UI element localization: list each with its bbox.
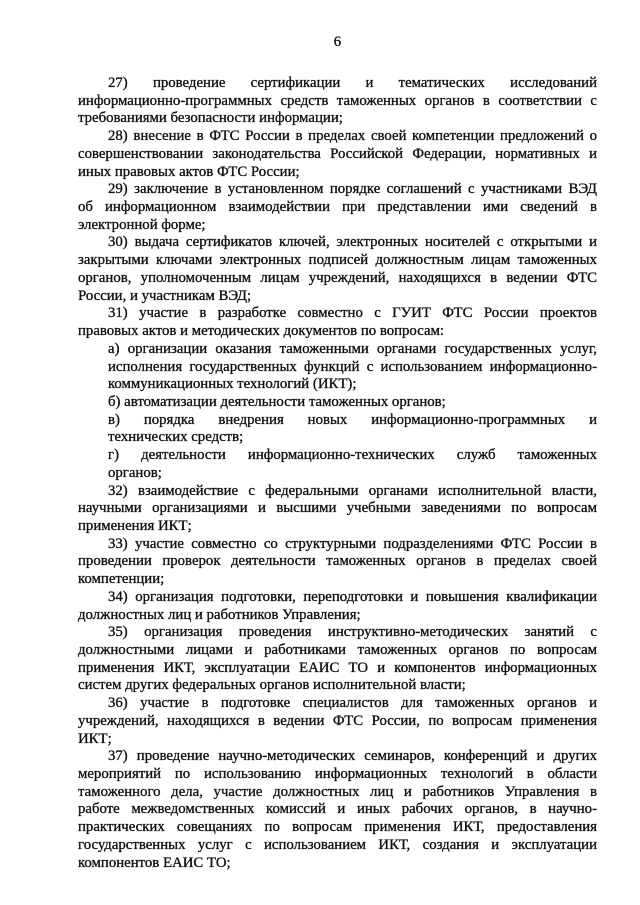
line-text: применения ИКТ, эксплуатации ЕАИС ТО и компонентов информационных	[78, 659, 597, 676]
line-text: систем других федеральных органов исполнительной власти;	[78, 677, 466, 694]
line-text: деятельности информационно-технических служб таможенных	[141, 447, 597, 464]
item-number: 32)	[108, 482, 128, 499]
line-text: таможенного дела, участие должностных лиц и работников Управления в	[78, 783, 597, 800]
subitem-letter: б)	[108, 393, 121, 410]
text-line	[78, 483, 597, 501]
line-text: заключение в установленном порядке соглашений с участниками ВЭД	[134, 181, 598, 198]
line-text: проведение сертификации и тематических исследований	[152, 75, 597, 91]
line-text: организация подготовки, переподготовки и повышения квалификации	[135, 588, 597, 605]
text-line	[108, 341, 597, 359]
sub-list-item	[108, 412, 597, 447]
line-text: взаимодействие с федеральными органами исполнительной власти,	[137, 482, 597, 499]
text-line	[78, 607, 597, 625]
item-number: 28)	[108, 128, 128, 145]
item-number: 29)	[108, 181, 128, 198]
line-text: требованиями безопасности информации;	[78, 110, 343, 127]
text-line	[78, 288, 597, 306]
line-text: практических совещаниях по вопросам применения ИКТ, предоставления	[78, 819, 597, 836]
line-text: об информационном взаимодействии при представлении ими сведений в	[78, 199, 597, 216]
text-line	[78, 660, 597, 678]
line-text: совершенствовании законодательства Российской Федерации, нормативных и	[78, 145, 597, 162]
line-text: порядка внедрения новых информационно-программных и	[143, 411, 598, 428]
text-line	[78, 252, 597, 270]
line-text: проведение научно-методических семинаров, конференций и других	[136, 748, 597, 765]
item-number: 34)	[108, 588, 128, 605]
text-line	[108, 447, 597, 465]
line-text: организации оказания таможенными органами государственных услуг,	[127, 340, 598, 357]
sub-list-item	[108, 447, 597, 482]
text-line	[78, 164, 597, 182]
text-line	[78, 677, 597, 695]
text-line	[78, 571, 597, 589]
line-text: иных правовых актов ФТС России;	[78, 163, 300, 180]
line-text: государственных услуг с использованием ИКТ, создания и эксплуатации	[78, 836, 597, 853]
text-line	[78, 624, 597, 642]
line-text: должностных лиц и работников Управления;	[78, 606, 361, 623]
line-text: исполнения государственных функций с использованием информационно-	[108, 358, 597, 375]
text-line	[108, 359, 597, 377]
item-number: 35)	[108, 624, 128, 641]
text-line	[78, 146, 597, 164]
line-text: внесение в ФТС России в пределах своей компетенции предложений о	[133, 128, 598, 145]
item-number: 30)	[108, 234, 128, 251]
text-line	[78, 536, 597, 554]
list-item	[78, 234, 597, 305]
subitem-letter: г)	[108, 447, 119, 464]
text-line	[78, 199, 597, 217]
text-line	[78, 553, 597, 571]
text-line	[78, 837, 597, 855]
text-line	[78, 748, 597, 766]
text-line	[78, 731, 597, 749]
text-line	[78, 305, 597, 323]
text-line	[78, 93, 597, 111]
text-line	[78, 75, 597, 93]
line-text: применения ИКТ;	[78, 517, 192, 534]
line-text: научными организациями и высшими учебными заведениями по вопросам	[78, 500, 597, 517]
text-line	[78, 801, 597, 819]
line-text: участие совместно со структурными подразделениями ФТС России в	[135, 535, 597, 552]
line-text: мероприятий по использованию информационных технологий в области	[78, 766, 597, 783]
list-item	[78, 589, 597, 624]
line-text: участие в подготовке специалистов для таможенных органов и	[140, 695, 597, 712]
text-line	[78, 500, 597, 518]
line-text: учреждений, находящихся в ведении ФТС России, по вопросам применения	[78, 712, 597, 729]
page-number: 6	[333, 34, 342, 50]
line-text: выдача сертификатов ключей, электронных носителей с открытыми и	[134, 234, 597, 251]
text-line	[108, 394, 597, 412]
line-text: ИКТ;	[78, 730, 112, 747]
text-line	[78, 784, 597, 802]
line-text: проведении проверок деятельности таможенных органов в пределах своей	[78, 553, 597, 570]
text-line	[78, 855, 597, 873]
item-number: 37)	[108, 748, 128, 765]
text-line	[78, 234, 597, 252]
line-text: организация проведения инструктивно-методических занятий с	[144, 624, 597, 641]
list-item	[78, 128, 597, 181]
line-text: должностными лицами и работниками таможенных органов по вопросам	[78, 642, 597, 658]
text-line	[108, 429, 597, 447]
line-text: России, и участникам ВЭД;	[78, 287, 252, 304]
list-item	[78, 695, 597, 748]
line-text: правовых актов и методических документов по вопросам:	[78, 323, 444, 340]
list-item	[78, 75, 597, 128]
text-line	[78, 766, 597, 784]
text-line	[108, 412, 597, 430]
list-item	[78, 181, 597, 234]
list-item	[78, 536, 597, 589]
text-line	[78, 323, 597, 341]
line-text: электронной форме;	[78, 216, 206, 233]
line-text: закрытыми ключами электронных подписей должностным лицам таможенных	[78, 252, 597, 269]
text-line	[78, 181, 597, 199]
item-number: 36)	[108, 695, 128, 712]
item-number: 31)	[108, 305, 128, 322]
line-text: информационно-программных средств таможенных органов в соответствии с	[78, 92, 597, 109]
line-text: коммуникационных технологий (ИКТ);	[108, 376, 357, 393]
text-line	[108, 376, 597, 394]
text-line	[78, 819, 597, 837]
document-body	[78, 75, 597, 872]
item-number: 33)	[108, 535, 128, 552]
line-text: участие в разработке совместно с ГУИТ ФТС России проектов	[139, 305, 597, 322]
list-item	[78, 624, 597, 695]
line-text: работе межведомственных комиссий и иных рабочих органов, в научно-	[78, 801, 597, 818]
item-number: 27)	[108, 75, 128, 91]
sub-list-item	[108, 394, 597, 412]
sub-list-item	[108, 341, 597, 394]
subitem-letter: в)	[108, 411, 120, 428]
text-line	[78, 110, 597, 128]
text-line	[78, 128, 597, 146]
text-line	[78, 589, 597, 607]
text-line	[78, 270, 597, 288]
line-text: компонентов ЕАИС ТО;	[78, 854, 231, 871]
list-item	[78, 748, 597, 872]
text-line	[78, 217, 597, 235]
subitem-letter: а)	[108, 340, 120, 357]
text-line	[78, 642, 597, 660]
text-line	[108, 465, 597, 483]
line-text: технических средств;	[108, 429, 244, 446]
text-line	[78, 713, 597, 731]
list-item	[78, 483, 597, 536]
text-line	[78, 518, 597, 536]
line-text: органов, уполномоченным лицам учреждений, находящихся в ведении ФТС	[78, 269, 597, 286]
line-text: органов;	[108, 464, 162, 481]
line-text: автоматизации деятельности таможенных органов;	[124, 393, 446, 410]
text-line	[78, 695, 597, 713]
line-text: компетенции;	[78, 571, 165, 588]
list-item	[78, 305, 597, 482]
